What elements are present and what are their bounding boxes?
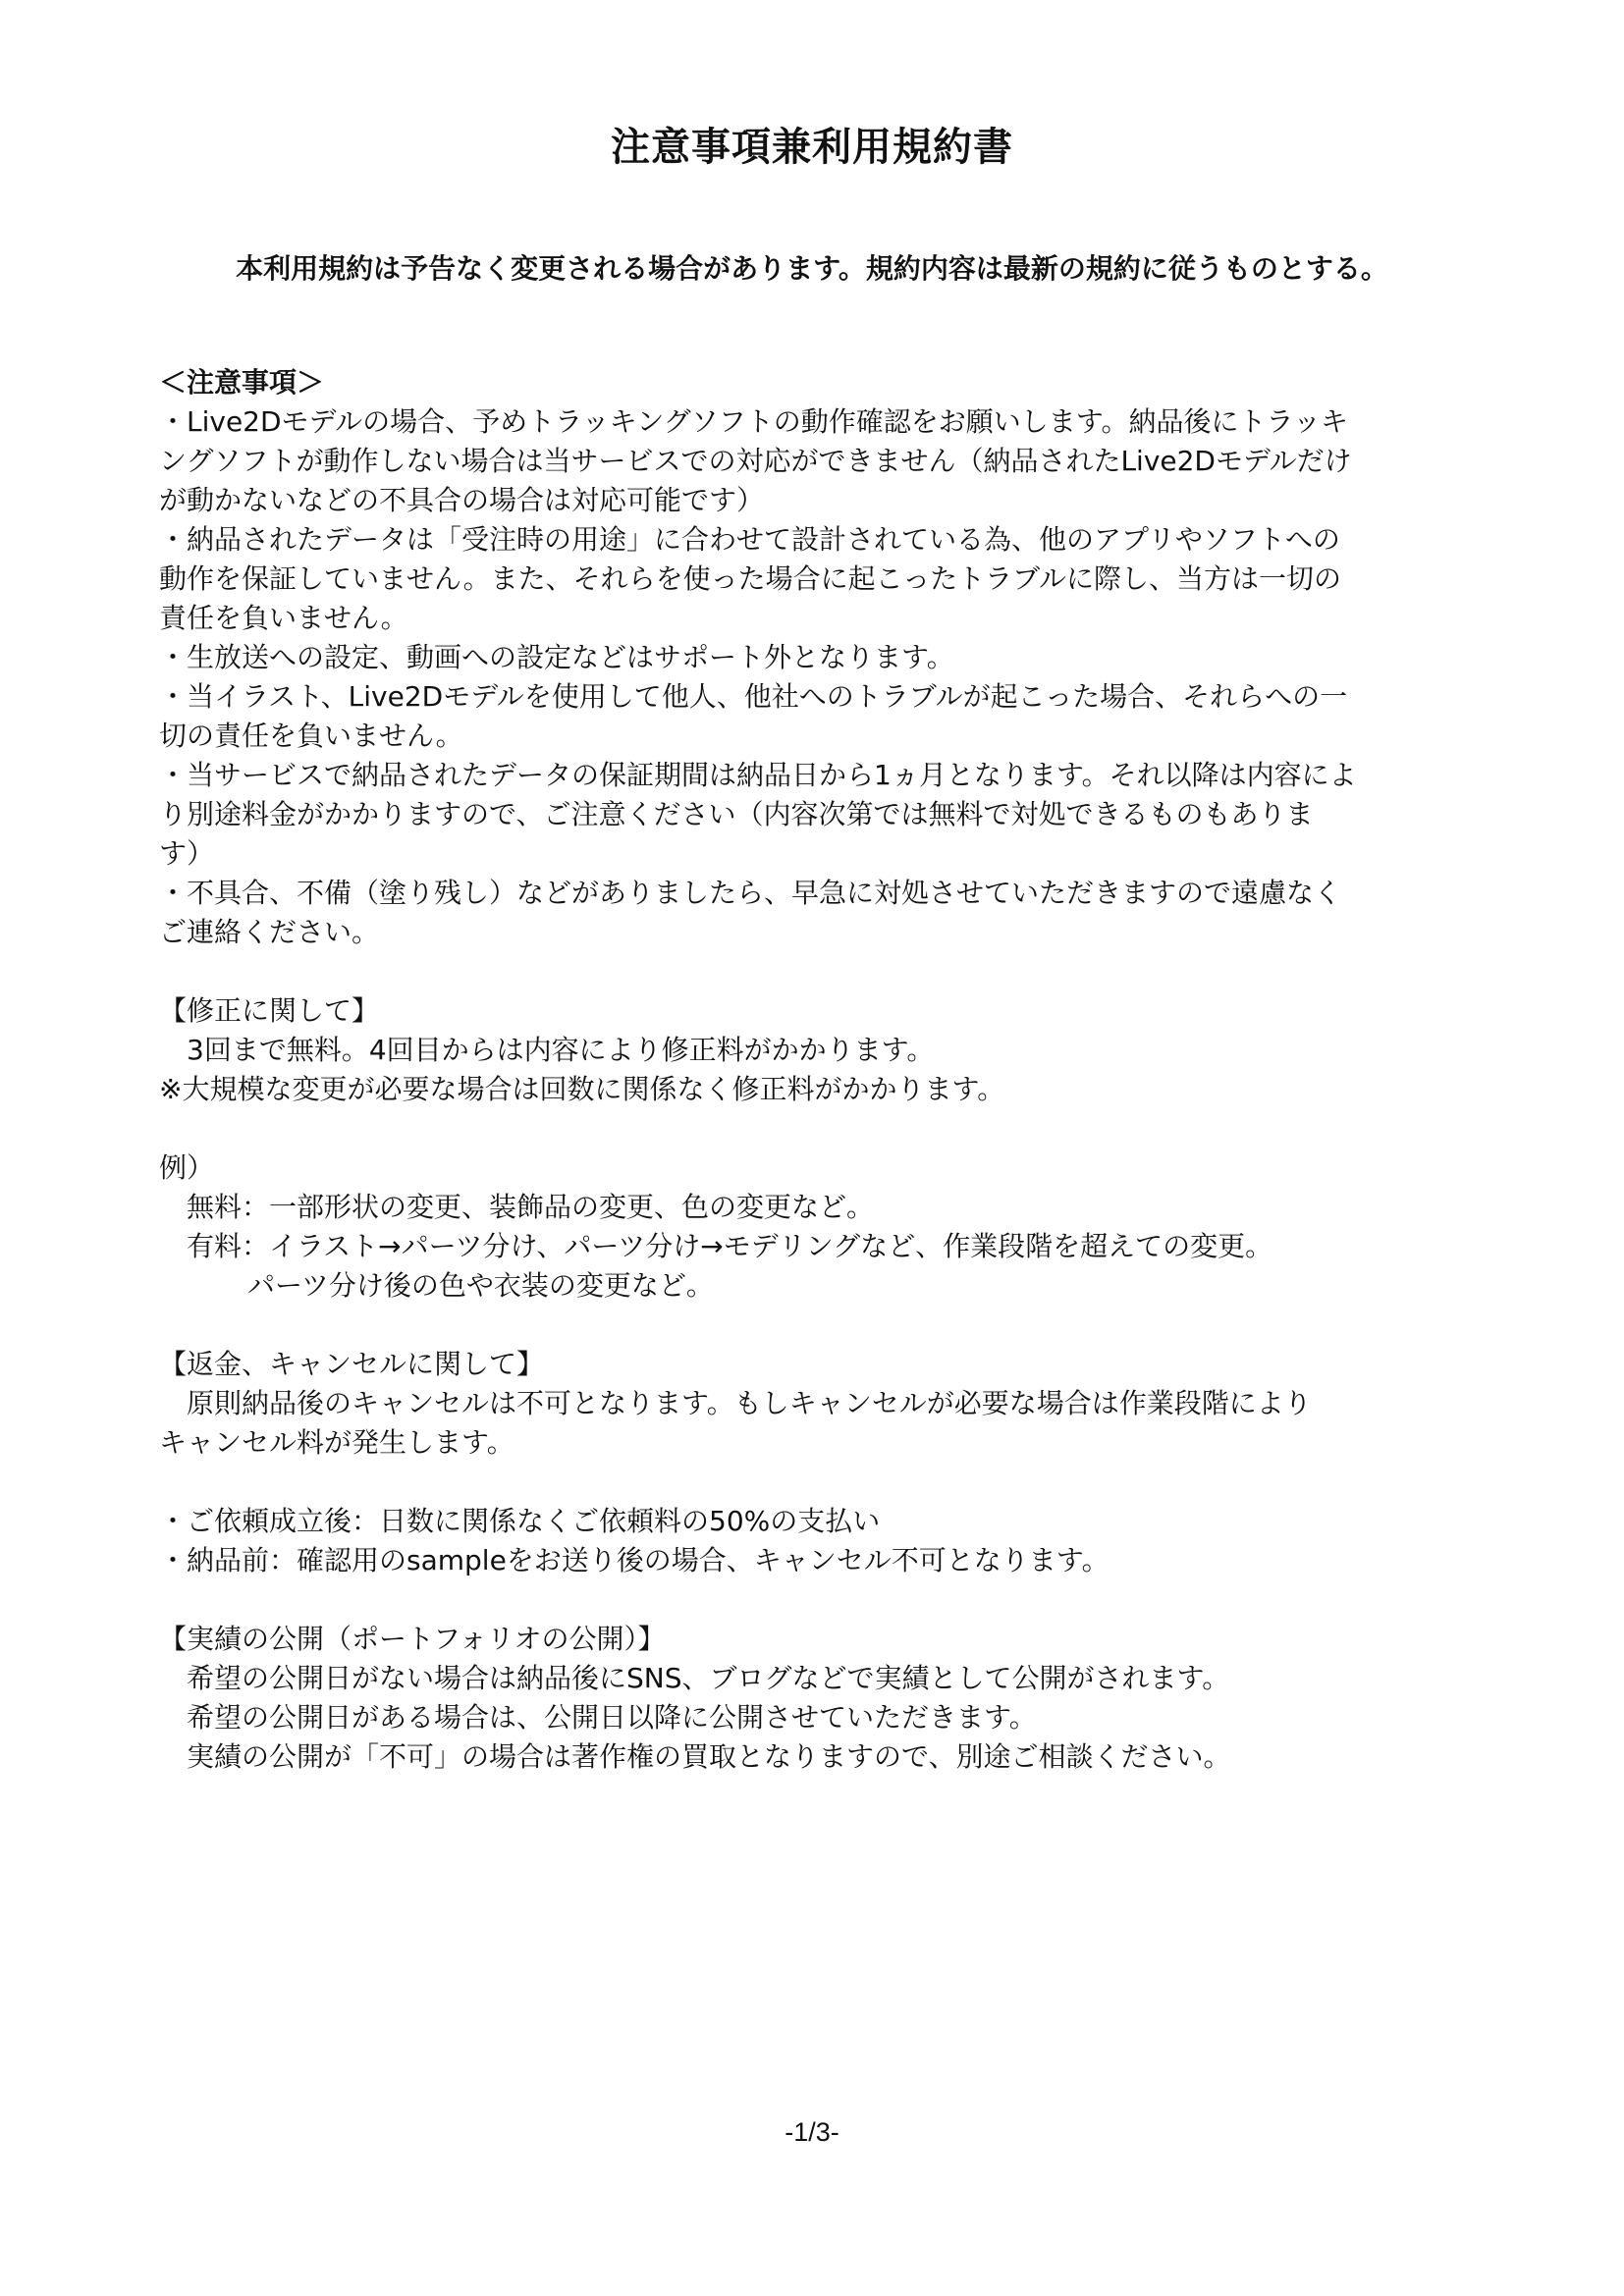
example-paid-continued: パーツ分け後の色や衣装の変更など。 — [247, 1269, 714, 1302]
caution-line: ・納品されたデータは「受注時の用途」に合わせて設計されている為、他のアプリやソフトへの — [159, 523, 1340, 556]
caution-line: り別途料金がかかりますので、ご注意ください（内容次第では無料で対処できるものもありま — [159, 798, 1314, 830]
spacer — [159, 952, 1475, 991]
spacer — [159, 1306, 1475, 1345]
spacer — [159, 1109, 1475, 1148]
terms-change-notice: 本利用規約は予告なく変更される場合があります。規約内容は最新の規約に従うものとする。 — [236, 252, 1388, 285]
revisions-line: 3回まで無料。4回目からは内容により修正料がかかります。 — [187, 1034, 935, 1066]
caution-line: が動かないなどの不具合の場合は対応可能です） — [159, 484, 765, 516]
caution-line: す） — [159, 837, 215, 870]
refund-heading: 【返金、キャンセルに関して】 — [159, 1348, 545, 1380]
caution-line: ご連絡ください。 — [159, 916, 380, 948]
page-number: -1/3- — [785, 2117, 839, 2147]
portfolio-line: 希望の公開日がある場合は、公開日以降に公開させていただきます。 — [187, 1701, 1037, 1734]
document-body — [159, 363, 1475, 1777]
refund-section — [159, 1345, 1475, 1580]
caution-line: 責任を負いません。 — [159, 602, 408, 634]
caution-line: ・当イラスト、Live2Dモデルを使用して他人、他社へのトラブルが起こった場合、それらへの一 — [159, 680, 1348, 713]
portfolio-section — [159, 1620, 1475, 1777]
spacer — [159, 1463, 1475, 1502]
refund-line: 原則納品後のキャンセルは不可となります。もしキャンセルが必要な場合は作業段階により — [187, 1387, 1312, 1419]
example-label: 例） — [159, 1151, 215, 1184]
example-paid: 有料：イラスト→パーツ分け、パーツ分け→モデリングなど、作業段階を超えての変更。 — [187, 1230, 1273, 1262]
caution-line: ングソフトが動作しない場合は当サービスでの対応ができません（納品されたLive2Dモデルだけ — [159, 445, 1352, 477]
refund-item: ・納品前：確認用のsampleをお送り後の場合、キャンセル不可となります。 — [159, 1544, 1110, 1576]
refund-item: ・ご依頼成立後：日数に関係なくご依頼料の50%の支払い — [159, 1505, 881, 1537]
portfolio-line: 実績の公開が「不可」の場合は著作権の買取となりますので、別途ご相談ください。 — [187, 1740, 1231, 1773]
caution-line: ・当サービスで納品されたデータの保証期間は納品日から1ヵ月となります。それ以降は内容によ — [159, 759, 1357, 791]
example-free: 無料：一部形状の変更、装飾品の変更、色の変更など。 — [187, 1191, 875, 1223]
caution-line: 切の責任を負いません。 — [159, 720, 463, 752]
caution-line: ・不具合、不備（塗り残し）などがありましたら、早急に対処させていただきますので遠慮なく — [159, 877, 1342, 909]
revisions-note: ※大規模な変更が必要な場合は回数に関係なく修正料がかかります。 — [159, 1073, 1005, 1105]
caution-line: ・生放送への設定、動画への設定などはサポート外となります。 — [159, 641, 954, 673]
portfolio-line: 希望の公開日がない場合は納品後にSNS、ブログなどで実績として公開がされます。 — [187, 1662, 1230, 1694]
portfolio-heading: 【実績の公開（ポートフォリオの公開）】 — [159, 1623, 666, 1655]
caution-line: ・Live2Dモデルの場合、予めトラッキングソフトの動作確認をお願いします。納品後にトラッキ — [159, 405, 1348, 438]
revisions-section — [159, 991, 1475, 1306]
revisions-heading: 【修正に関して】 — [159, 994, 380, 1027]
caution-line: 動作を保証していません。また、それらを使った場合に起こったトラブルに際し、当方は一切の — [159, 562, 1342, 595]
document-title: 注意事項兼利用規約書 — [611, 125, 1013, 170]
cautions-heading: ＜注意事項＞ — [159, 366, 325, 399]
cautions-section — [159, 363, 1475, 952]
spacer — [159, 1580, 1475, 1620]
refund-line: キャンセル料が発生します。 — [159, 1426, 514, 1459]
